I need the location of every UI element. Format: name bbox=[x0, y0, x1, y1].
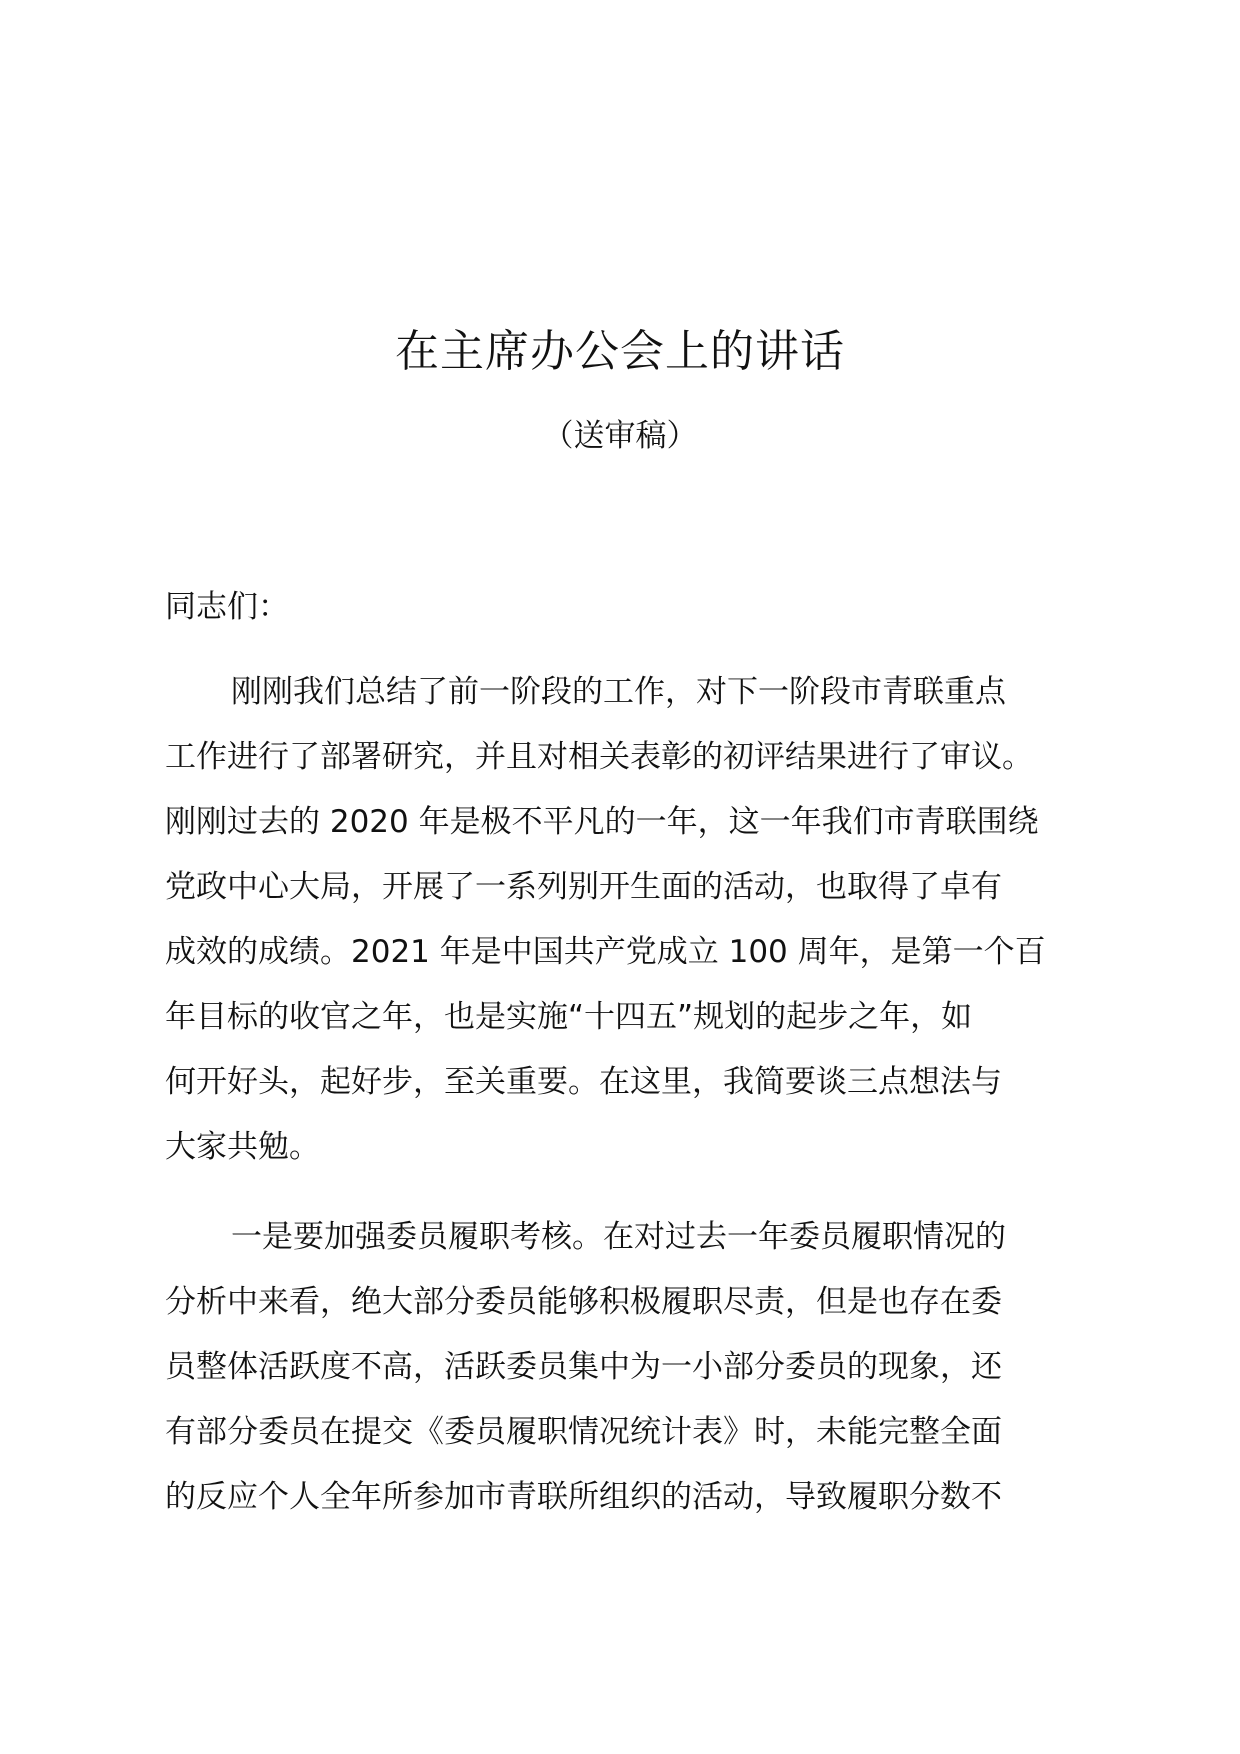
paragraph-line: 何开好头，起好步，至关重要。在这里，我简要谈三点想法与 bbox=[165, 1064, 1002, 1100]
paragraph-line: 有部分委员在提交《委员履职情况统计表》时，未能完整全面 bbox=[165, 1414, 1002, 1450]
paragraph-line: 刚刚我们总结了前一阶段的工作，对下一阶段市青联重点 bbox=[231, 674, 1006, 710]
paragraph-line: 工作进行了部署研究，并且对相关表彰的初评结果进行了审议。 bbox=[165, 739, 1033, 775]
paragraph-line: 一是要加强委员履职考核。在对过去一年委员履职情况的 bbox=[231, 1219, 1006, 1255]
paragraph-line: 年目标的收官之年，也是实施“十四五”规划的起步之年，如 bbox=[165, 999, 973, 1035]
paragraph-line: 员整体活跃度不高，活跃委员集中为一小部分委员的现象，还 bbox=[165, 1349, 1002, 1385]
paragraph-line: 刚刚过去的 2020 年是极不平凡的一年，这一年我们市青联围绕 bbox=[165, 804, 1039, 840]
paragraph-2 bbox=[165, 1205, 1095, 1530]
document-subtitle: （送审稿） bbox=[542, 418, 698, 454]
paragraph-line: 党政中心大局，开展了一系列别开生面的活动，也取得了卓有 bbox=[165, 869, 1002, 905]
paragraph-line: 大家共勉。 bbox=[165, 1129, 320, 1165]
paragraph-1 bbox=[165, 660, 1095, 1180]
paragraph-line: 成效的成绩。2021 年是中国共产党成立 100 周年，是第一个百 bbox=[165, 934, 1046, 970]
document-title: 在主席办公会上的讲话 bbox=[395, 326, 845, 377]
salutation: 同志们： bbox=[165, 589, 289, 625]
paragraph-line: 分析中来看，绝大部分委员能够积极履职尽责，但是也存在委 bbox=[165, 1284, 1002, 1320]
paragraph-line: 的反应个人全年所参加市青联所组织的活动，导致履职分数不 bbox=[165, 1479, 1002, 1515]
